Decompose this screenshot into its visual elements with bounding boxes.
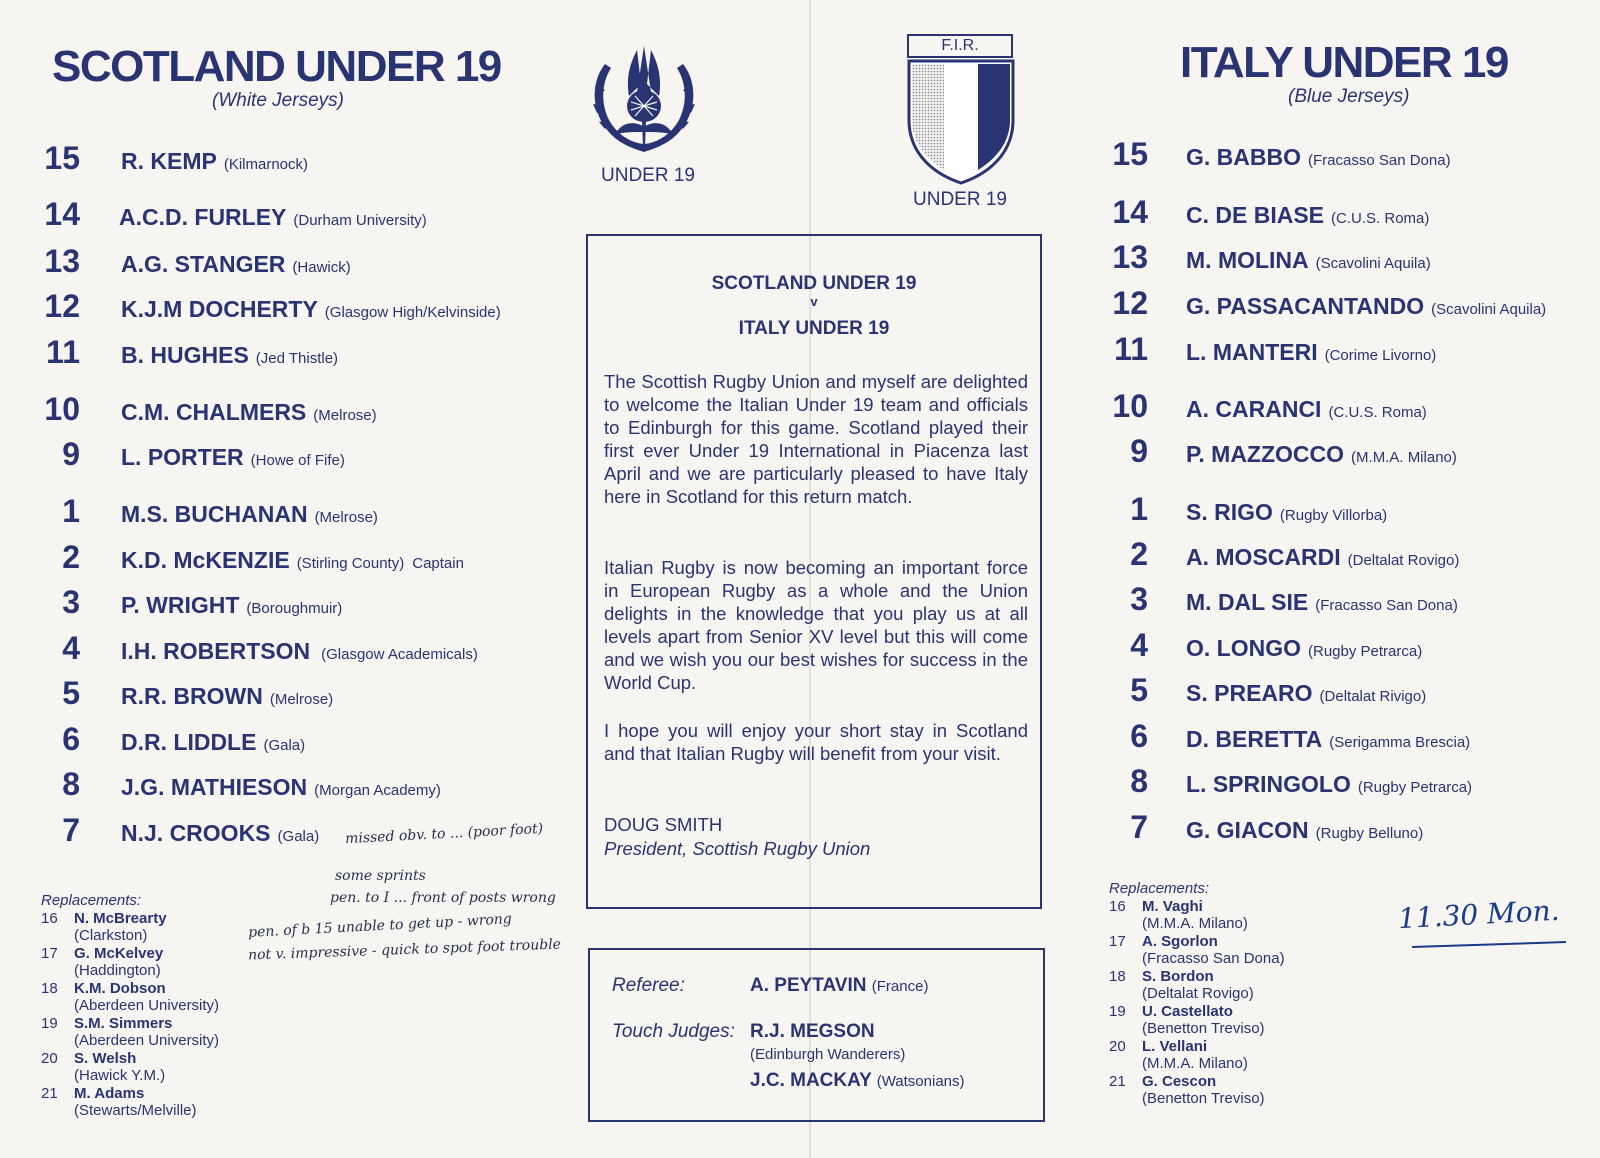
replacement-club: (Clarkston) — [74, 927, 148, 944]
scotland-player — [40, 721, 305, 761]
replacement-club: (Benetton Treviso) — [1142, 1020, 1265, 1037]
italy-title: ITALY UNDER 19 — [1180, 38, 1508, 87]
fir-label: F.I.R. — [941, 37, 979, 54]
italy-player — [1106, 536, 1459, 576]
replacement-club: (Haddington) — [74, 962, 161, 979]
scotland-player — [40, 630, 478, 670]
scotland-player — [40, 766, 441, 806]
player-number: 10 — [1112, 388, 1148, 424]
player-club: (Jed Thistle) — [255, 350, 339, 367]
scotland-jersey: (White Jerseys) — [212, 90, 344, 111]
letter-paragraph: Italian Rugby is now becoming an important force in European Rugby as a whole and the Union delights in the knowledge that you play us at all levels apart from Senior XV level but this will come and we wish you our best wishes for success in the World Cup. — [604, 557, 1028, 693]
replacement-club: (Deltalat Rovigo) — [1142, 985, 1254, 1002]
italy-player — [1106, 285, 1546, 325]
replacement-name: G. McKelvey — [74, 945, 164, 962]
player-name: I.H. ROBERTSON — [121, 638, 311, 664]
replacement-number: 18 — [41, 980, 58, 997]
player-number: 8 — [1130, 763, 1148, 799]
replacement-name: N. McBrearty — [74, 910, 167, 927]
player-number: 14 — [44, 196, 80, 232]
player-name: P. MAZZOCCO — [1186, 441, 1345, 467]
player-name: B. HUGHES — [121, 342, 249, 368]
letter-title-line1: SCOTLAND UNDER 19 — [711, 273, 917, 294]
player-name: M. MOLINA — [1186, 247, 1309, 273]
replacement-name: A. Sgorlon — [1142, 933, 1218, 950]
player-name: D. BERETTA — [1186, 726, 1323, 752]
scotland-player — [40, 140, 308, 180]
replacement-name: S. Bordon — [1142, 968, 1214, 985]
player-name: C.M. CHALMERS — [121, 399, 307, 425]
italy-logo-caption: UNDER 19 — [913, 189, 1007, 210]
touch-judges-label: Touch Judges: — [612, 1021, 735, 1042]
signature-title: President, Scottish Rugby Union — [604, 838, 871, 859]
touch-judge-2-name — [750, 1070, 965, 1092]
replacement-number: 18 — [1109, 968, 1126, 985]
player-club: (Serigamma Brescia) — [1329, 734, 1471, 751]
replacement-club: (M.M.A. Milano) — [1142, 1055, 1248, 1072]
player-number: 2 — [1130, 536, 1148, 572]
scotland-player — [40, 334, 338, 374]
player-number: 12 — [1112, 285, 1148, 321]
player-name: K.J.M DOCHERTY — [121, 296, 318, 322]
handwritten-note-2: some sprints — [335, 868, 426, 884]
player-name: L. SPRINGOLO — [1186, 771, 1351, 797]
referee-name-text: A. PEYTAVIN — [750, 975, 867, 996]
player-club: (Melrose) — [269, 691, 334, 708]
replacement-name: G. Cescon — [1142, 1073, 1217, 1090]
player-name: M. DAL SIE — [1186, 589, 1309, 615]
italy-player — [1106, 581, 1458, 621]
replacement-number: 19 — [41, 1015, 58, 1032]
player-club: (Glasgow Academicals) — [321, 646, 478, 663]
player-number: 7 — [1130, 809, 1148, 845]
replacement-club: (Fracasso San Dona) — [1142, 950, 1285, 967]
player-number: 1 — [1130, 491, 1148, 527]
player-number: 11 — [46, 334, 80, 370]
player-club: (Boroughmuir) — [246, 600, 343, 617]
player-club: (C.U.S. Roma) — [1328, 404, 1427, 421]
player-name: A.G. STANGER — [121, 251, 286, 277]
player-name: L. MANTERI — [1186, 339, 1318, 365]
welcome-letter-box — [586, 234, 1042, 909]
player-club: (Gala) — [277, 828, 320, 845]
player-club: (C.U.S. Roma) — [1331, 210, 1430, 227]
replacement-name: S.M. Simmers — [74, 1015, 173, 1032]
scotland-player — [40, 391, 377, 431]
player-name: R.R. BROWN — [121, 683, 263, 709]
player-number: 5 — [1130, 672, 1148, 708]
italy-player — [1106, 672, 1426, 712]
italy-player — [1106, 809, 1423, 849]
replacement-number: 21 — [41, 1085, 58, 1102]
player-name: D.R. LIDDLE — [121, 729, 257, 755]
player-name: M.S. BUCHANAN — [121, 501, 308, 527]
italy-player — [1106, 718, 1470, 758]
replacement-name: M. Vaghi — [1142, 898, 1203, 915]
player-number: 7 — [62, 812, 80, 848]
player-number: 3 — [1130, 581, 1148, 617]
player-name: G. PASSACANTANDO — [1186, 293, 1425, 319]
italy-replacements-label: Replacements: — [1109, 880, 1210, 897]
player-club: (Glasgow High/Kelvinside) — [324, 304, 501, 321]
player-club: (Stirling County) — [296, 555, 405, 572]
player-number: 2 — [62, 539, 80, 575]
letter-paragraph: I hope you will enjoy your short stay in Scotland and that Italian Rugby will benefit from your visit. — [604, 720, 1028, 764]
thistle-logo-icon — [585, 44, 703, 156]
touch-judge-2-club: (Watsonians) — [876, 1073, 965, 1090]
replacement-club: (Stewarts/Melville) — [74, 1102, 197, 1119]
player-name: A.C.D. FURLEY — [119, 204, 287, 230]
handwritten-note-3: pen. to I ... front of posts wrong — [330, 890, 556, 906]
player-club: (Corime Livorno) — [1324, 347, 1437, 364]
player-name: L. PORTER — [121, 444, 244, 470]
replacement-number: 20 — [41, 1050, 58, 1067]
italy-player — [1106, 136, 1451, 176]
letter-title-line2: ITALY UNDER 19 — [738, 318, 890, 339]
replacement-number: 16 — [41, 910, 58, 927]
touch-judge-1-club: (Edinburgh Wanderers) — [750, 1046, 906, 1063]
replacement-name: L. Vellani — [1142, 1038, 1208, 1055]
replacement-name: K.M. Dobson — [74, 980, 166, 997]
handwritten-note-5: not v. impressive - quick to spot foot trouble — [247, 936, 562, 964]
player-name: S. RIGO — [1186, 499, 1273, 525]
replacement-club: (Aberdeen University) — [74, 1032, 220, 1049]
handwritten-note-4: pen. of b 15 unable to get up - wrong — [247, 911, 513, 941]
player-number: 6 — [62, 721, 80, 757]
player-club: (Melrose) — [314, 509, 378, 526]
player-club: (Kilmarnock) — [223, 156, 309, 173]
player-number: 12 — [44, 288, 80, 324]
handwritten-underline-icon — [1410, 938, 1570, 952]
replacement-club: (Aberdeen University) — [74, 997, 220, 1014]
captain-label: Captain — [412, 555, 464, 572]
scotland-player — [40, 675, 333, 715]
replacement-club: (M.M.A. Milano) — [1142, 915, 1248, 932]
scotland-player — [40, 243, 351, 283]
player-name: P. WRIGHT — [121, 592, 240, 618]
scotland-player — [40, 493, 378, 533]
player-number: 11 — [1114, 331, 1148, 367]
player-club: (M.M.A. Milano) — [1351, 449, 1457, 466]
player-number: 14 — [1112, 194, 1148, 230]
referee-country: (France) — [871, 978, 929, 995]
referee-name — [750, 975, 928, 997]
player-number: 10 — [44, 391, 80, 427]
player-number: 15 — [1112, 136, 1148, 172]
replacement-number: 17 — [41, 945, 58, 962]
player-name: A. CARANCI — [1186, 396, 1322, 422]
referee-label: Referee: — [612, 975, 685, 996]
italy-player — [1106, 433, 1457, 473]
player-name: K.D. McKENZIE — [121, 547, 290, 573]
player-name: J.G. MATHIESON — [121, 774, 308, 800]
player-number: 8 — [62, 766, 80, 802]
player-number: 1 — [62, 493, 80, 529]
scotland-title: SCOTLAND UNDER 19 — [52, 42, 501, 91]
fir-shield-label-box — [907, 34, 1013, 58]
player-name: G. BABBO — [1186, 144, 1301, 170]
replacement-number: 17 — [1109, 933, 1126, 950]
replacement-number: 19 — [1109, 1003, 1126, 1020]
italy-player — [1106, 763, 1472, 803]
officials-box — [588, 948, 1045, 1122]
player-club: (Scavolini Aquila) — [1431, 301, 1547, 318]
player-club: (Rugby Petrarca) — [1357, 779, 1473, 796]
player-club: (Fracasso San Dona) — [1308, 152, 1451, 169]
player-number: 6 — [1130, 718, 1148, 754]
scotland-player — [40, 539, 464, 579]
player-club: (Durham University) — [293, 212, 427, 229]
replacement-club: (Benetton Treviso) — [1142, 1090, 1265, 1107]
player-number: 5 — [62, 675, 80, 711]
player-club: (Fracasso San Dona) — [1315, 597, 1458, 614]
replacement-number: 21 — [1109, 1073, 1126, 1090]
signature-name: DOUG SMITH — [604, 814, 723, 835]
player-name: A. MOSCARDI — [1186, 544, 1341, 570]
player-club: (Morgan Academy) — [314, 782, 441, 799]
player-name: G. GIACON — [1186, 817, 1309, 843]
player-number: 15 — [44, 140, 80, 176]
player-name: O. LONGO — [1186, 635, 1301, 661]
handwritten-note-1: missed obv. to ... (poor foot) — [344, 820, 544, 848]
scotland-player — [40, 288, 501, 328]
player-name: S. PREARO — [1186, 680, 1313, 706]
scotland-replacements-label: Replacements: — [41, 892, 142, 909]
player-number: 13 — [1112, 239, 1148, 275]
scotland-player — [40, 584, 342, 624]
replacement-name: M. Adams — [74, 1085, 145, 1102]
player-number: 4 — [1130, 627, 1148, 663]
scotland-player — [40, 196, 427, 236]
scotland-logo-caption: UNDER 19 — [601, 165, 695, 186]
scotland-player — [40, 812, 319, 852]
player-club: (Scavolini Aquila) — [1315, 255, 1431, 272]
replacement-number: 20 — [1109, 1038, 1126, 1055]
player-club: (Howe of Fife) — [250, 452, 345, 469]
player-number: 9 — [62, 436, 80, 472]
player-number: 4 — [62, 630, 80, 666]
italy-player — [1106, 239, 1431, 279]
touch-judge-1-name: R.J. MEGSON — [750, 1021, 875, 1042]
player-club: (Rugby Belluno) — [1315, 825, 1424, 842]
player-club: (Hawick) — [292, 259, 351, 276]
player-name: N.J. CROOKS — [121, 820, 271, 846]
player-club: (Rugby Villorba) — [1279, 507, 1388, 524]
fir-shield-icon — [906, 58, 1016, 186]
handwritten-time-note: 11.30 Mon. — [1397, 893, 1561, 936]
italy-player — [1106, 331, 1436, 371]
player-number: 13 — [44, 243, 80, 279]
letter-paragraph: The Scottish Rugby Union and myself are delighted to welcome the Italian Under 19 team and officials to Edinburgh for this game. Scotland played their first ever Under 19 International in Piacenza last April and we are particularly pleased to have Italy here in Scotland for this return match. — [604, 371, 1028, 507]
italy-player — [1106, 627, 1422, 667]
player-name: C. DE BIASE — [1186, 202, 1325, 228]
touch-judge-2-name-text: J.C. MACKAY — [750, 1070, 872, 1091]
player-club: (Melrose) — [313, 407, 377, 424]
italy-jersey: (Blue Jerseys) — [1288, 86, 1410, 107]
letter-title-versus: v — [810, 294, 818, 309]
player-club: (Rugby Petrarca) — [1308, 643, 1423, 660]
player-number: 9 — [1130, 433, 1148, 469]
italy-player — [1106, 388, 1427, 428]
player-name: R. KEMP — [121, 148, 217, 174]
replacement-name: U. Castellato — [1142, 1003, 1233, 1020]
player-club: (Deltalat Rivigo) — [1319, 688, 1427, 705]
italy-player — [1106, 194, 1429, 234]
player-club: (Gala) — [263, 737, 306, 754]
italy-player — [1106, 491, 1387, 531]
player-club: (Deltalat Rovigo) — [1347, 552, 1460, 569]
replacement-name: S. Welsh — [74, 1050, 137, 1067]
scotland-player — [40, 436, 345, 476]
replacement-number: 16 — [1109, 898, 1126, 915]
replacement-club: (Hawick Y.M.) — [74, 1067, 166, 1084]
player-number: 3 — [62, 584, 80, 620]
